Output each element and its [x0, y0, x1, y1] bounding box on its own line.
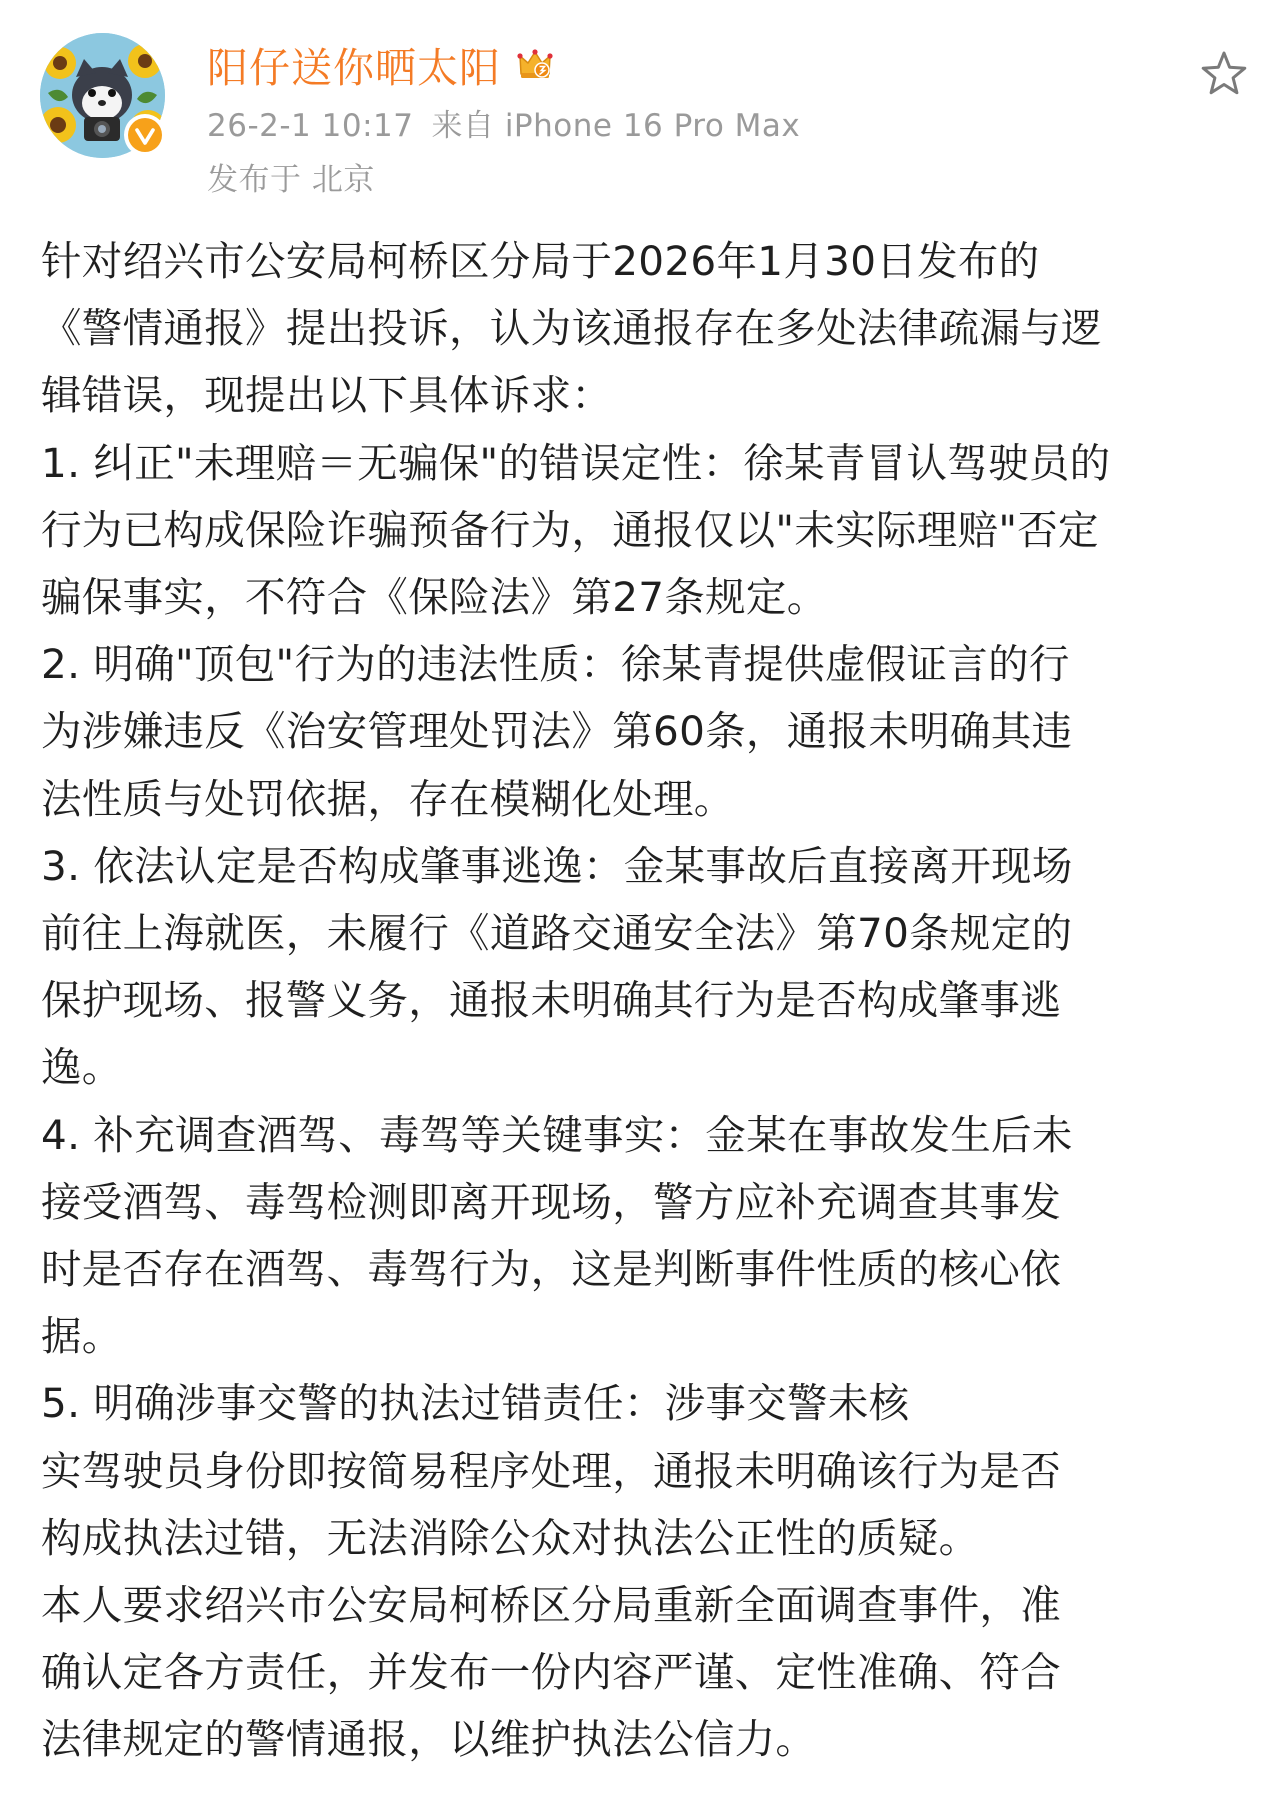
post-body-line: 辑错误，现提出以下具体诉求：: [41, 371, 613, 420]
post-body: [41, 228, 1256, 1774]
post-body-line: 为涉嫌违反《治安管理处罚法》第60条，通报未明确其违: [41, 707, 1073, 756]
username-row: [207, 34, 555, 94]
post-body-line: 前往上海就医，未履行《道路交通安全法》第70条规定的: [41, 909, 1073, 958]
text-fade-overlay: [870, 1730, 1280, 1802]
post-body-line: 逸。: [41, 1043, 123, 1092]
post-source: 来自 iPhone 16 Pro Max: [431, 108, 801, 144]
post-body-line: 法律规定的警情通报，以维护执法公信力。: [41, 1715, 817, 1764]
post-body-line: 1. 纠正"未理赔＝无骗保"的错误定性：徐某青冒认驾驶员的: [41, 438, 1111, 487]
post-location: 发布于 北京: [207, 162, 375, 198]
star-icon: [1196, 46, 1252, 102]
post-body-line: 实驾驶员身份即按简易程序处理，通报未明确该行为是否: [41, 1446, 1061, 1495]
post-body-line: 法性质与处罚依据，存在模糊化处理。: [41, 774, 735, 823]
post-body-line: 时是否存在酒驾、毒驾行为，这是判断事件性质的核心依: [41, 1245, 1061, 1294]
post-body-line: 构成执法过错，无法消除公众对执法公正性的质疑。: [41, 1513, 980, 1562]
post-header: [0, 0, 1280, 210]
post-body-line: 骗保事实，不符合《保险法》第27条规定。: [41, 573, 828, 622]
username[interactable]: 阳仔送你晒太阳: [207, 43, 501, 92]
post-body-line: 3. 依法认定是否构成肇事逃逸：金某事故后直接离开现场: [41, 841, 1073, 890]
post-body-line: 针对绍兴市公安局柯桥区分局于2026年1月30日发布的: [41, 237, 1040, 285]
post-timestamp: 26-2-1 10:17: [207, 108, 414, 144]
crown-level-icon[interactable]: [515, 44, 555, 84]
post-body-line: 接受酒驾、毒驾检测即离开现场，警方应补充调查其事发: [41, 1177, 1061, 1226]
post-body-line: 保护现场、报警义务，通报未明确其行为是否构成肇事逃: [41, 976, 1061, 1025]
post-body-line: 2. 明确"顶包"行为的违法性质：徐某青提供虚假证言的行: [41, 640, 1070, 689]
post-body-line: 据。: [41, 1312, 123, 1361]
post-body-line: 行为已构成保险诈骗预备行为，通报仅以"未实际理赔"否定: [41, 505, 1099, 554]
verified-badge-icon: [124, 114, 166, 156]
post-meta: [207, 100, 800, 145]
verified-badge: [124, 114, 166, 156]
post-body-line: 《警情通报》提出投诉，认为该通报存在多处法律疏漏与逻: [41, 304, 1102, 353]
favorite-button[interactable]: [1196, 46, 1252, 102]
post-body-line: 5. 明确涉事交警的执法过错责任：涉事交警未核: [41, 1379, 910, 1428]
post-body-line: 4. 补充调查酒驾、毒驾等关键事实：金某在事故发生后未: [41, 1110, 1073, 1159]
post-body-line: 本人要求绍兴市公安局柯桥区分局重新全面调查事件，准: [41, 1581, 1061, 1630]
post-body-line: 确认定各方责任，并发布一份内容严谨、定性准确、符合: [41, 1648, 1061, 1697]
